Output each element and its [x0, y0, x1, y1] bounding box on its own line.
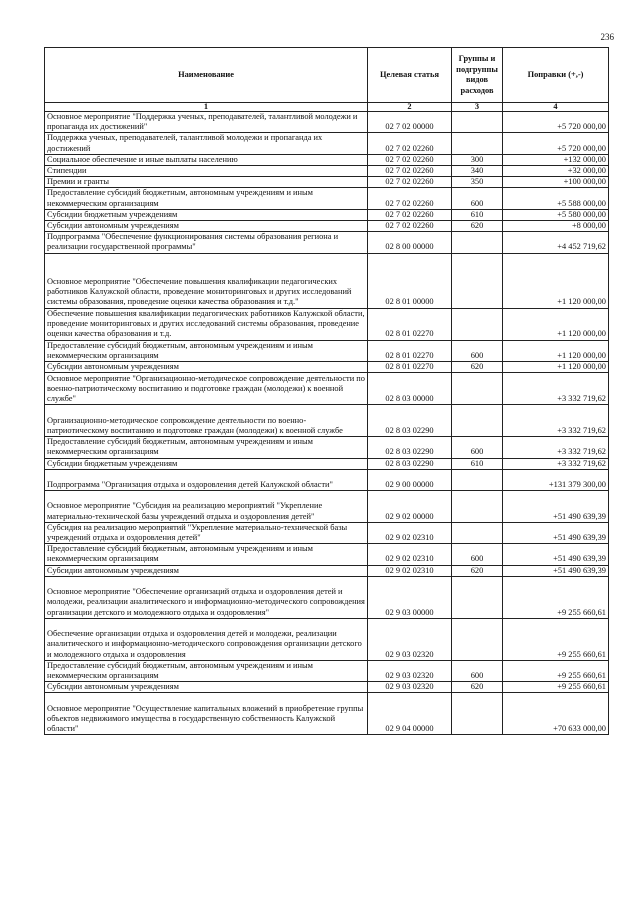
page-number: 236: [600, 32, 614, 42]
table-row: [45, 405, 609, 437]
row-expense-group: 610: [452, 458, 503, 469]
row-target-code: 02 9 04 00000: [368, 693, 452, 735]
table-row: [45, 565, 609, 576]
row-expense-group: [452, 133, 503, 154]
row-name: Основное мероприятие "Организационно-методическое сопровождение деятельности по военно-патриотическому воспитанию и подготовке граждан (молодежи) к военной службе": [45, 373, 368, 405]
column-number: 3: [452, 103, 503, 112]
row-expense-group: 350: [452, 177, 503, 188]
row-expense-group: 620: [452, 362, 503, 373]
row-target-code: 02 8 03 02290: [368, 437, 452, 458]
header-target: Целевая статья: [368, 48, 452, 103]
row-target-code: 02 9 02 00000: [368, 490, 452, 522]
row-amendment: +9 255 660,61: [503, 660, 609, 681]
row-name: Премии и гранты: [45, 177, 368, 188]
table-row: [45, 490, 609, 522]
row-amendment: +3 332 719,62: [503, 437, 609, 458]
row-target-code: 02 9 03 00000: [368, 576, 452, 618]
row-target-code: 02 7 02 02260: [368, 177, 452, 188]
row-target-code: 02 8 01 02270: [368, 308, 452, 340]
row-amendment: +5 588 000,00: [503, 188, 609, 209]
row-target-code: 02 8 01 02270: [368, 340, 452, 361]
row-amendment: +5 720 000,00: [503, 112, 609, 133]
header-group: Группы и подгруппы видов расходов: [452, 48, 503, 103]
row-name: Стипендии: [45, 166, 368, 177]
row-expense-group: [452, 469, 503, 490]
table-row: [45, 253, 609, 308]
row-target-code: 02 7 02 02260: [368, 221, 452, 232]
table-row: [45, 660, 609, 681]
row-name: Обеспечение организации отдыха и оздоровления детей и молодежи, реализации аналитического и информационно-методического сопровождения организации детского и молодежного отдыха и оздоровления: [45, 618, 368, 660]
table-row: [45, 340, 609, 361]
table-row: [45, 618, 609, 660]
table-row: [45, 458, 609, 469]
row-amendment: +1 120 000,00: [503, 340, 609, 361]
row-name: Основное мероприятие "Осуществление капитальных вложений в приобретение группы объектов недвижимого имущества в государственную собственность Калужской области": [45, 693, 368, 735]
row-expense-group: 300: [452, 154, 503, 165]
row-amendment: +1 120 000,00: [503, 308, 609, 340]
table-row: [45, 544, 609, 565]
row-target-code: 02 9 03 02320: [368, 660, 452, 681]
row-amendment: +3 332 719,62: [503, 405, 609, 437]
row-amendment: +51 490 639,39: [503, 522, 609, 543]
row-name: Основное мероприятие "Поддержка ученых, преподавателей, талантливой молодежи и пропаганда их достижений": [45, 112, 368, 133]
row-target-code: 02 9 03 02320: [368, 618, 452, 660]
header-name: Наименование: [45, 48, 368, 103]
table-row: [45, 469, 609, 490]
row-target-code: 02 7 02 02260: [368, 166, 452, 177]
row-name: Подпрограмма "Обеспечение функционирования системы образования региона и реализации государственной программы": [45, 232, 368, 253]
row-amendment: +8 000,00: [503, 221, 609, 232]
row-amendment: +9 255 660,61: [503, 576, 609, 618]
row-target-code: 02 7 02 02260: [368, 188, 452, 209]
table-row: [45, 362, 609, 373]
table-row: [45, 221, 609, 232]
row-name: Субсидия на реализацию мероприятий "Укрепление материально-технической базы учреждений отдыха и оздоровления детей": [45, 522, 368, 543]
row-expense-group: [452, 522, 503, 543]
row-amendment: +32 000,00: [503, 166, 609, 177]
table-row: [45, 133, 609, 154]
row-name: Предоставление субсидий бюджетным, автономным учреждениям и иным некоммерческим организациям: [45, 340, 368, 361]
row-name: Социальное обеспечение и иные выплаты населению: [45, 154, 368, 165]
row-amendment: +5 720 000,00: [503, 133, 609, 154]
row-target-code: 02 8 03 00000: [368, 373, 452, 405]
row-name: Поддержка ученых, преподавателей, талантливой молодежи и пропаганда их достижений: [45, 133, 368, 154]
row-amendment: +3 332 719,62: [503, 373, 609, 405]
table-row: [45, 693, 609, 735]
row-name: Подпрограмма "Организация отдыха и оздоровления детей Калужской области": [45, 469, 368, 490]
row-expense-group: 600: [452, 660, 503, 681]
column-number: 2: [368, 103, 452, 112]
row-target-code: 02 7 02 02260: [368, 133, 452, 154]
row-name: Субсидии бюджетным учреждениям: [45, 458, 368, 469]
row-amendment: +51 490 639,39: [503, 544, 609, 565]
table-row: [45, 209, 609, 220]
table-row: [45, 308, 609, 340]
row-name: Предоставление субсидий бюджетным, автономным учреждениям и иным некоммерческим организациям: [45, 544, 368, 565]
row-expense-group: [452, 253, 503, 308]
row-name: Субсидии автономным учреждениям: [45, 682, 368, 693]
table-row: [45, 154, 609, 165]
row-amendment: +132 000,00: [503, 154, 609, 165]
row-expense-group: [452, 576, 503, 618]
table-row: [45, 437, 609, 458]
column-number: 4: [503, 103, 609, 112]
table-row: [45, 682, 609, 693]
row-expense-group: 620: [452, 221, 503, 232]
row-target-code: 02 8 01 00000: [368, 253, 452, 308]
row-amendment: +9 255 660,61: [503, 682, 609, 693]
row-amendment: +51 490 639,39: [503, 490, 609, 522]
row-expense-group: 600: [452, 188, 503, 209]
row-target-code: 02 8 00 00000: [368, 232, 452, 253]
row-amendment: +100 000,00: [503, 177, 609, 188]
row-name: Организационно-методическое сопровождение деятельности по военно-патриотическому воспитанию и подготовке граждан (молодежи) к военной службе: [45, 405, 368, 437]
row-name: Основное мероприятие "Обеспечение повышения квалификации педагогических работников Калужской области, проведение мониторинговых и других исследований системы образования, проведение оценки качества образования и т.д.": [45, 253, 368, 308]
row-expense-group: [452, 405, 503, 437]
row-name: Субсидии автономным учреждениям: [45, 362, 368, 373]
table-row: [45, 576, 609, 618]
column-number-row: [45, 103, 609, 112]
row-expense-group: 600: [452, 437, 503, 458]
row-name: Предоставление субсидий бюджетным, автономным учреждениям и иным некоммерческим организациям: [45, 437, 368, 458]
row-name: Субсидии бюджетным учреждениям: [45, 209, 368, 220]
row-amendment: +9 255 660,61: [503, 618, 609, 660]
row-target-code: 02 9 02 02310: [368, 522, 452, 543]
row-amendment: +51 490 639,39: [503, 565, 609, 576]
row-target-code: 02 9 03 02320: [368, 682, 452, 693]
row-name: Субсидии автономным учреждениям: [45, 221, 368, 232]
table-row: [45, 177, 609, 188]
row-target-code: 02 7 02 00000: [368, 112, 452, 133]
row-name: Предоставление субсидий бюджетным, автономным учреждениям и иным некоммерческим организациям: [45, 188, 368, 209]
table-row: [45, 522, 609, 543]
table-row: [45, 166, 609, 177]
row-expense-group: [452, 232, 503, 253]
row-name: Основное мероприятие "Субсидия на реализацию мероприятий "Укрепление материально-технической базы учреждений отдыха и оздоровления детей": [45, 490, 368, 522]
row-expense-group: [452, 308, 503, 340]
row-amendment: +1 120 000,00: [503, 253, 609, 308]
row-target-code: 02 9 00 00000: [368, 469, 452, 490]
table-row: [45, 232, 609, 253]
row-expense-group: 620: [452, 682, 503, 693]
row-expense-group: [452, 618, 503, 660]
row-target-code: 02 8 03 02290: [368, 458, 452, 469]
row-target-code: 02 8 03 02290: [368, 405, 452, 437]
row-amendment: +5 580 000,00: [503, 209, 609, 220]
row-amendment: +131 379 300,00: [503, 469, 609, 490]
row-expense-group: 610: [452, 209, 503, 220]
row-amendment: +70 633 000,00: [503, 693, 609, 735]
row-target-code: 02 9 02 02310: [368, 544, 452, 565]
row-amendment: +3 332 719,62: [503, 458, 609, 469]
row-expense-group: [452, 693, 503, 735]
row-amendment: +4 452 719,62: [503, 232, 609, 253]
row-target-code: 02 7 02 02260: [368, 209, 452, 220]
row-target-code: 02 7 02 02260: [368, 154, 452, 165]
row-expense-group: [452, 490, 503, 522]
header-amendment: Поправки (+,-): [503, 48, 609, 103]
budget-amendments-table: [44, 47, 609, 735]
row-name: Предоставление субсидий бюджетным, автономным учреждениям и иным некоммерческим организациям: [45, 660, 368, 681]
table-row: [45, 112, 609, 133]
row-name: Обеспечение повышения квалификации педагогических работников Калужской области, проведение мониторинговых и других исследований системы образования, проведение оценки качества образования и т.д.: [45, 308, 368, 340]
row-expense-group: 340: [452, 166, 503, 177]
row-target-code: 02 9 02 02310: [368, 565, 452, 576]
row-name: Основное мероприятие "Обеспечение организаций отдыха и оздоровления детей и молодежи, реализации аналитического и информационно-методического сопровождения организации детского и молодежного отдыха и оздоровления": [45, 576, 368, 618]
row-expense-group: 600: [452, 340, 503, 361]
table-header-row: [45, 48, 609, 103]
table-row: [45, 373, 609, 405]
row-name: Субсидии автономным учреждениям: [45, 565, 368, 576]
row-expense-group: 600: [452, 544, 503, 565]
row-target-code: 02 8 01 02270: [368, 362, 452, 373]
row-expense-group: [452, 373, 503, 405]
row-expense-group: [452, 112, 503, 133]
table-row: [45, 188, 609, 209]
row-expense-group: 620: [452, 565, 503, 576]
column-number: 1: [45, 103, 368, 112]
row-amendment: +1 120 000,00: [503, 362, 609, 373]
